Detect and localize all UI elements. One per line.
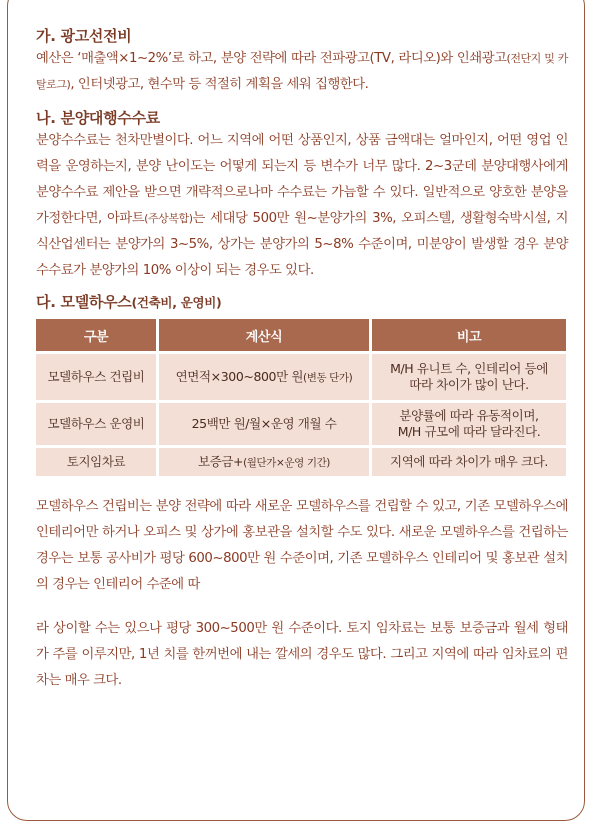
advertising-text-c: , 인터넷광고, 현수막 등 적절히 계획을 세워 집행한다.: [70, 77, 369, 92]
heading-model-house-main: 다. 모델하우스: [36, 293, 132, 311]
advertising-text-a: 예산은 ‘매출액×1~2%’로 하고, 분양 전략에 따라 전파광고(TV, 라디오)와 인쇄광고: [36, 51, 507, 66]
formula-main: 연면적×300~800만 원: [175, 368, 304, 384]
cell-note: [372, 400, 566, 445]
model-house-paragraph-2: 라 상이할 수는 있으나 평당 300~500만 원 수준이다. 토지 임차료는 보통 보증금과 월세 형태가 주를 이루지만, 1년 치를 한꺼번에 내는 깔세의 경우도 많다. 그리고 지역에 따라 임차료의 편차는 매우 크다.: [36, 621, 568, 688]
heading-model-house: [36, 292, 568, 313]
cell-category: 모델하우스 운영비: [36, 400, 159, 445]
table-header-row: [36, 319, 566, 351]
document-body: [36, 26, 568, 694]
formula-main: 보증금+: [197, 453, 244, 469]
note-line-2: 따라 차이가 많이 난다.: [409, 377, 529, 392]
heading-sales-agency-fee: 나. 분양대행수수료: [36, 109, 160, 127]
section-model-house: [36, 292, 568, 694]
section-advertising: [36, 26, 568, 98]
formula-small: (변동 단가): [303, 371, 353, 384]
cell-note: [372, 351, 566, 400]
advertising-text-b: (전단지 및 카탈로그): [36, 52, 568, 91]
advertising-text: [36, 46, 568, 98]
table-row: [36, 351, 566, 400]
table-row: [36, 445, 566, 476]
fee-text-c: 는 세대당 500만 원~분양가의 3%, 오피스텔, 생활형숙박시설, 지식산업센터는 분양가의 3~5%, 상가는 분양가의 5~8% 수준이며, 미분양이 발생할 경우 분양수수료가 분양가의 10% 이상이 되는 경우도 있다.: [36, 211, 568, 278]
note-line-1: M/H 유니트 수, 인테리어 등에: [390, 361, 548, 376]
cell-formula: [159, 351, 372, 400]
model-house-paragraph-1: 모델하우스 건립비는 분양 전략에 따라 새로운 모델하우스를 건립할 수 있고, 기존 모델하우스에 인테리어만 하거나 오피스 및 상가에 홍보관을 설치할 수도 있다. 새로운 모델하우스를 건립하는 경우는 보통 공사비가 평당 600~800만 원 수준이며, 기존 모델하우스 인테리어 및 홍보관 설치의 경우는 인테리어 수준에 따: [36, 499, 568, 592]
fee-text-b: (주상복합): [144, 212, 193, 225]
formula-small: (월단가×운영 기간): [243, 456, 331, 469]
fee-text-a: 분양수수료는 천차만별이다. 어느 지역에 어떤 상품인지, 상품 금액대는 얼마인지, 어떤 영업 인력을 운영하는지, 분양 난이도는 어떻게 되는지 등 변수가 너무 많다. 2~3군데 분양대행사에게 분양수수료 제안을 받으면 개략적으로나마 수수료는 가늠할 수 있다. 일반적으로 양호한 분양을 가정한다면, 아파트: [36, 133, 568, 226]
section-sales-agency-fee: [36, 108, 568, 284]
col-header-category: 구분: [36, 319, 159, 351]
cell-category: 모델하우스 건립비: [36, 351, 159, 400]
model-house-table: [36, 319, 566, 476]
cell-formula: [159, 445, 372, 476]
col-header-note: 비고: [372, 319, 566, 351]
sales-agency-fee-text: [36, 128, 568, 284]
cell-note: [372, 445, 566, 476]
cell-formula: [159, 400, 372, 445]
column-gap: [36, 598, 568, 616]
table-row: [36, 400, 566, 445]
note-line-1: 분양률에 따라 유동적이며,: [399, 408, 539, 423]
formula-main: 25백만 원/월×운영 개월 수: [191, 416, 337, 431]
heading-model-house-sub: (건축비, 운영비): [131, 295, 222, 310]
col-header-formula: 계산식: [159, 319, 372, 351]
heading-advertising: 가. 광고선전비: [36, 27, 132, 45]
note-line-2: M/H 규모에 따라 달라진다.: [397, 424, 541, 439]
cell-category: 토지임차료: [36, 445, 159, 476]
note-line-1: 지역에 따라 차이가 매우 크다.: [390, 454, 548, 469]
